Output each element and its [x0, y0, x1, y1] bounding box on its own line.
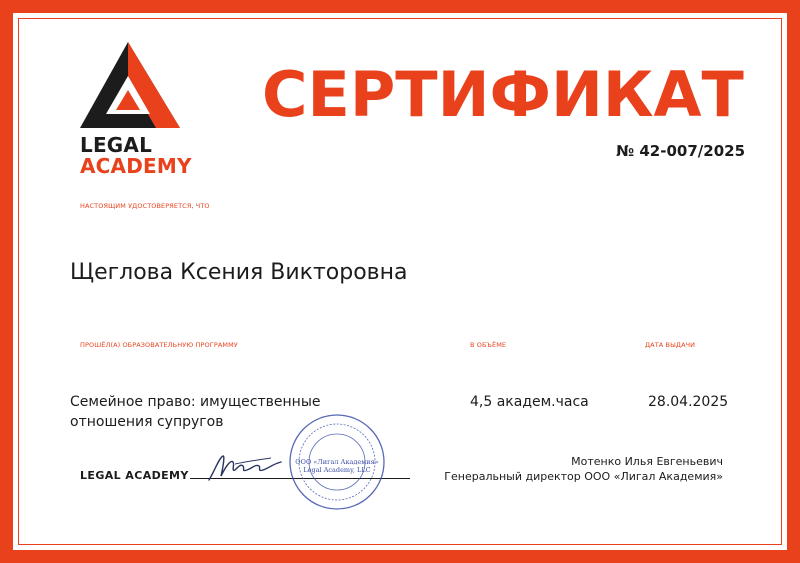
date-label: ДАТА ВЫДАЧИ [645, 341, 696, 349]
intro-label: НАСТОЯЩИМ УДОСТОВЕРЯЕТСЯ, ЧТО [80, 202, 210, 210]
program-name [70, 392, 320, 432]
program-line-2: отношения супругов [70, 414, 224, 430]
certificate-number: № 42-007/2025 [616, 142, 745, 160]
logo-text-legal: LEGAL [80, 133, 153, 157]
stamp-line-2: Legal Academy, LLC [303, 466, 371, 474]
stamp-line-1: ООО «Лигал Академия» [295, 458, 379, 466]
signer-name: Мотенко Илья Евгеньевич [571, 455, 723, 468]
issue-date: 28.04.2025 [648, 394, 729, 410]
certificate-title: СЕРТИФИКАТ [262, 58, 744, 131]
signer-role: Генеральный директор ООО «Лигал Академия» [444, 470, 723, 483]
recipient-name: Щеглова Ксения Викторовна [70, 260, 408, 285]
logo-text-academy: ACADEMY [80, 154, 192, 178]
footer-brand: LEGAL ACADEMY [80, 469, 189, 482]
program-label: ПРОШЁЛ(А) ОБРАЗОВАТЕЛЬНУЮ ПРОГРАММУ [80, 341, 238, 349]
logo-triangle-icon [80, 40, 190, 132]
legal-academy-logo [80, 40, 192, 178]
program-line-1: Семейное право: имущественные [70, 394, 321, 410]
stamp-text [287, 458, 387, 474]
signature-icon [205, 450, 285, 484]
course-volume: 4,5 академ.часа [470, 394, 589, 410]
volume-label: В ОБЪЁМЕ [470, 341, 507, 349]
